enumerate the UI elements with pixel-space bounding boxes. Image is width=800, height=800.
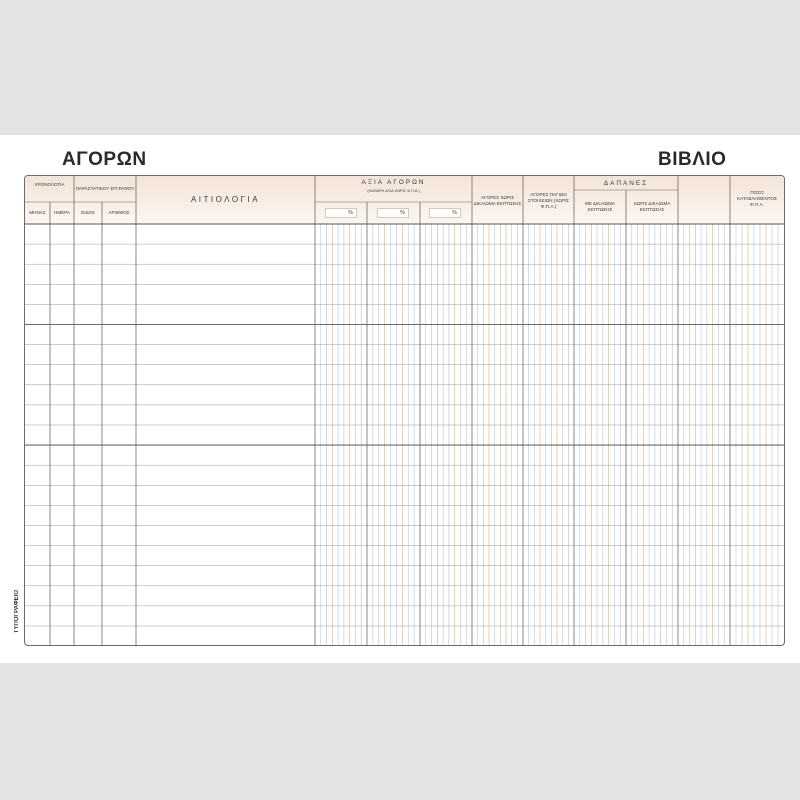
header-without-deduction: ΧΩΡΙΣ ΔΙΚΑΙΩΜΑ ΕΚΠΤΩΣΗΣ [633, 201, 671, 212]
ledger-sheet [0, 135, 800, 663]
title-book: ΒΙΒΛΙΟ [658, 149, 727, 170]
vat-rate-box-2: % [377, 208, 409, 218]
header-document: ΠΑΡΑΣΤΑΤΙΚΟΥ ΕΓΓΡΑΦΟΥ [75, 186, 135, 192]
header-fixed-assets: ΑΓΟΡΕΣ ΠΑΓΙΩΝ ΣΤΟΙΧΕΙΩΝ (ΧΩΡΙΣ Φ.Π.Α.) [527, 192, 570, 209]
header-purchase-value-note: (ΚΑΘΑΡΗ ΑΞΙΑ ΧΩΡΙΣ Φ.Π.Α.) [367, 189, 420, 194]
header-vat-paid: ΠΟΣΟ ΚΑΤΑΒΛΗΘΕΝΤΟΣ Φ.Π.Α. [737, 190, 777, 207]
title-purchases: ΑΓΟΡΩΝ [62, 149, 147, 170]
header-with-deduction: ΜΕ ΔΙΚΑΙΩΜΑ ΕΚΠΤΩΣΗΣ [585, 201, 615, 212]
printer-brand: ΤΥΠΟΓΡΑΦΕΙΟ [14, 590, 20, 634]
ledger-table [24, 175, 785, 646]
header-purchase-value: ΑΞΙΑ ΑΓΟΡΩΝ [361, 179, 426, 186]
header-purchases-no-deduction: ΑΓΟΡΕΣ ΧΩΡΙΣ ΔΙΚΑΙΩΜΑ ΕΚΠΤΩΣΗΣ [473, 195, 522, 206]
header-number: ΑΡΙΘΜΟΣ [108, 210, 130, 216]
vat-rate-box-1: % [325, 208, 357, 218]
header-chronologia: ΧΡΟΝΟΛΟΓΙΑ [34, 181, 65, 187]
header-type: ΕΙΔΟΣ [81, 210, 95, 216]
header-month: ΜΗΝΑΣ [29, 210, 46, 216]
header-day: ΗΜΕΡΑ [54, 210, 70, 216]
header-description: ΑΙΤΙΟΛΟΓΙΑ [190, 195, 261, 204]
ledger-grid [25, 176, 784, 645]
vat-rate-box-3: % [429, 208, 461, 218]
header-expenses: ΔΑΠΑΝΕΣ [603, 179, 649, 187]
